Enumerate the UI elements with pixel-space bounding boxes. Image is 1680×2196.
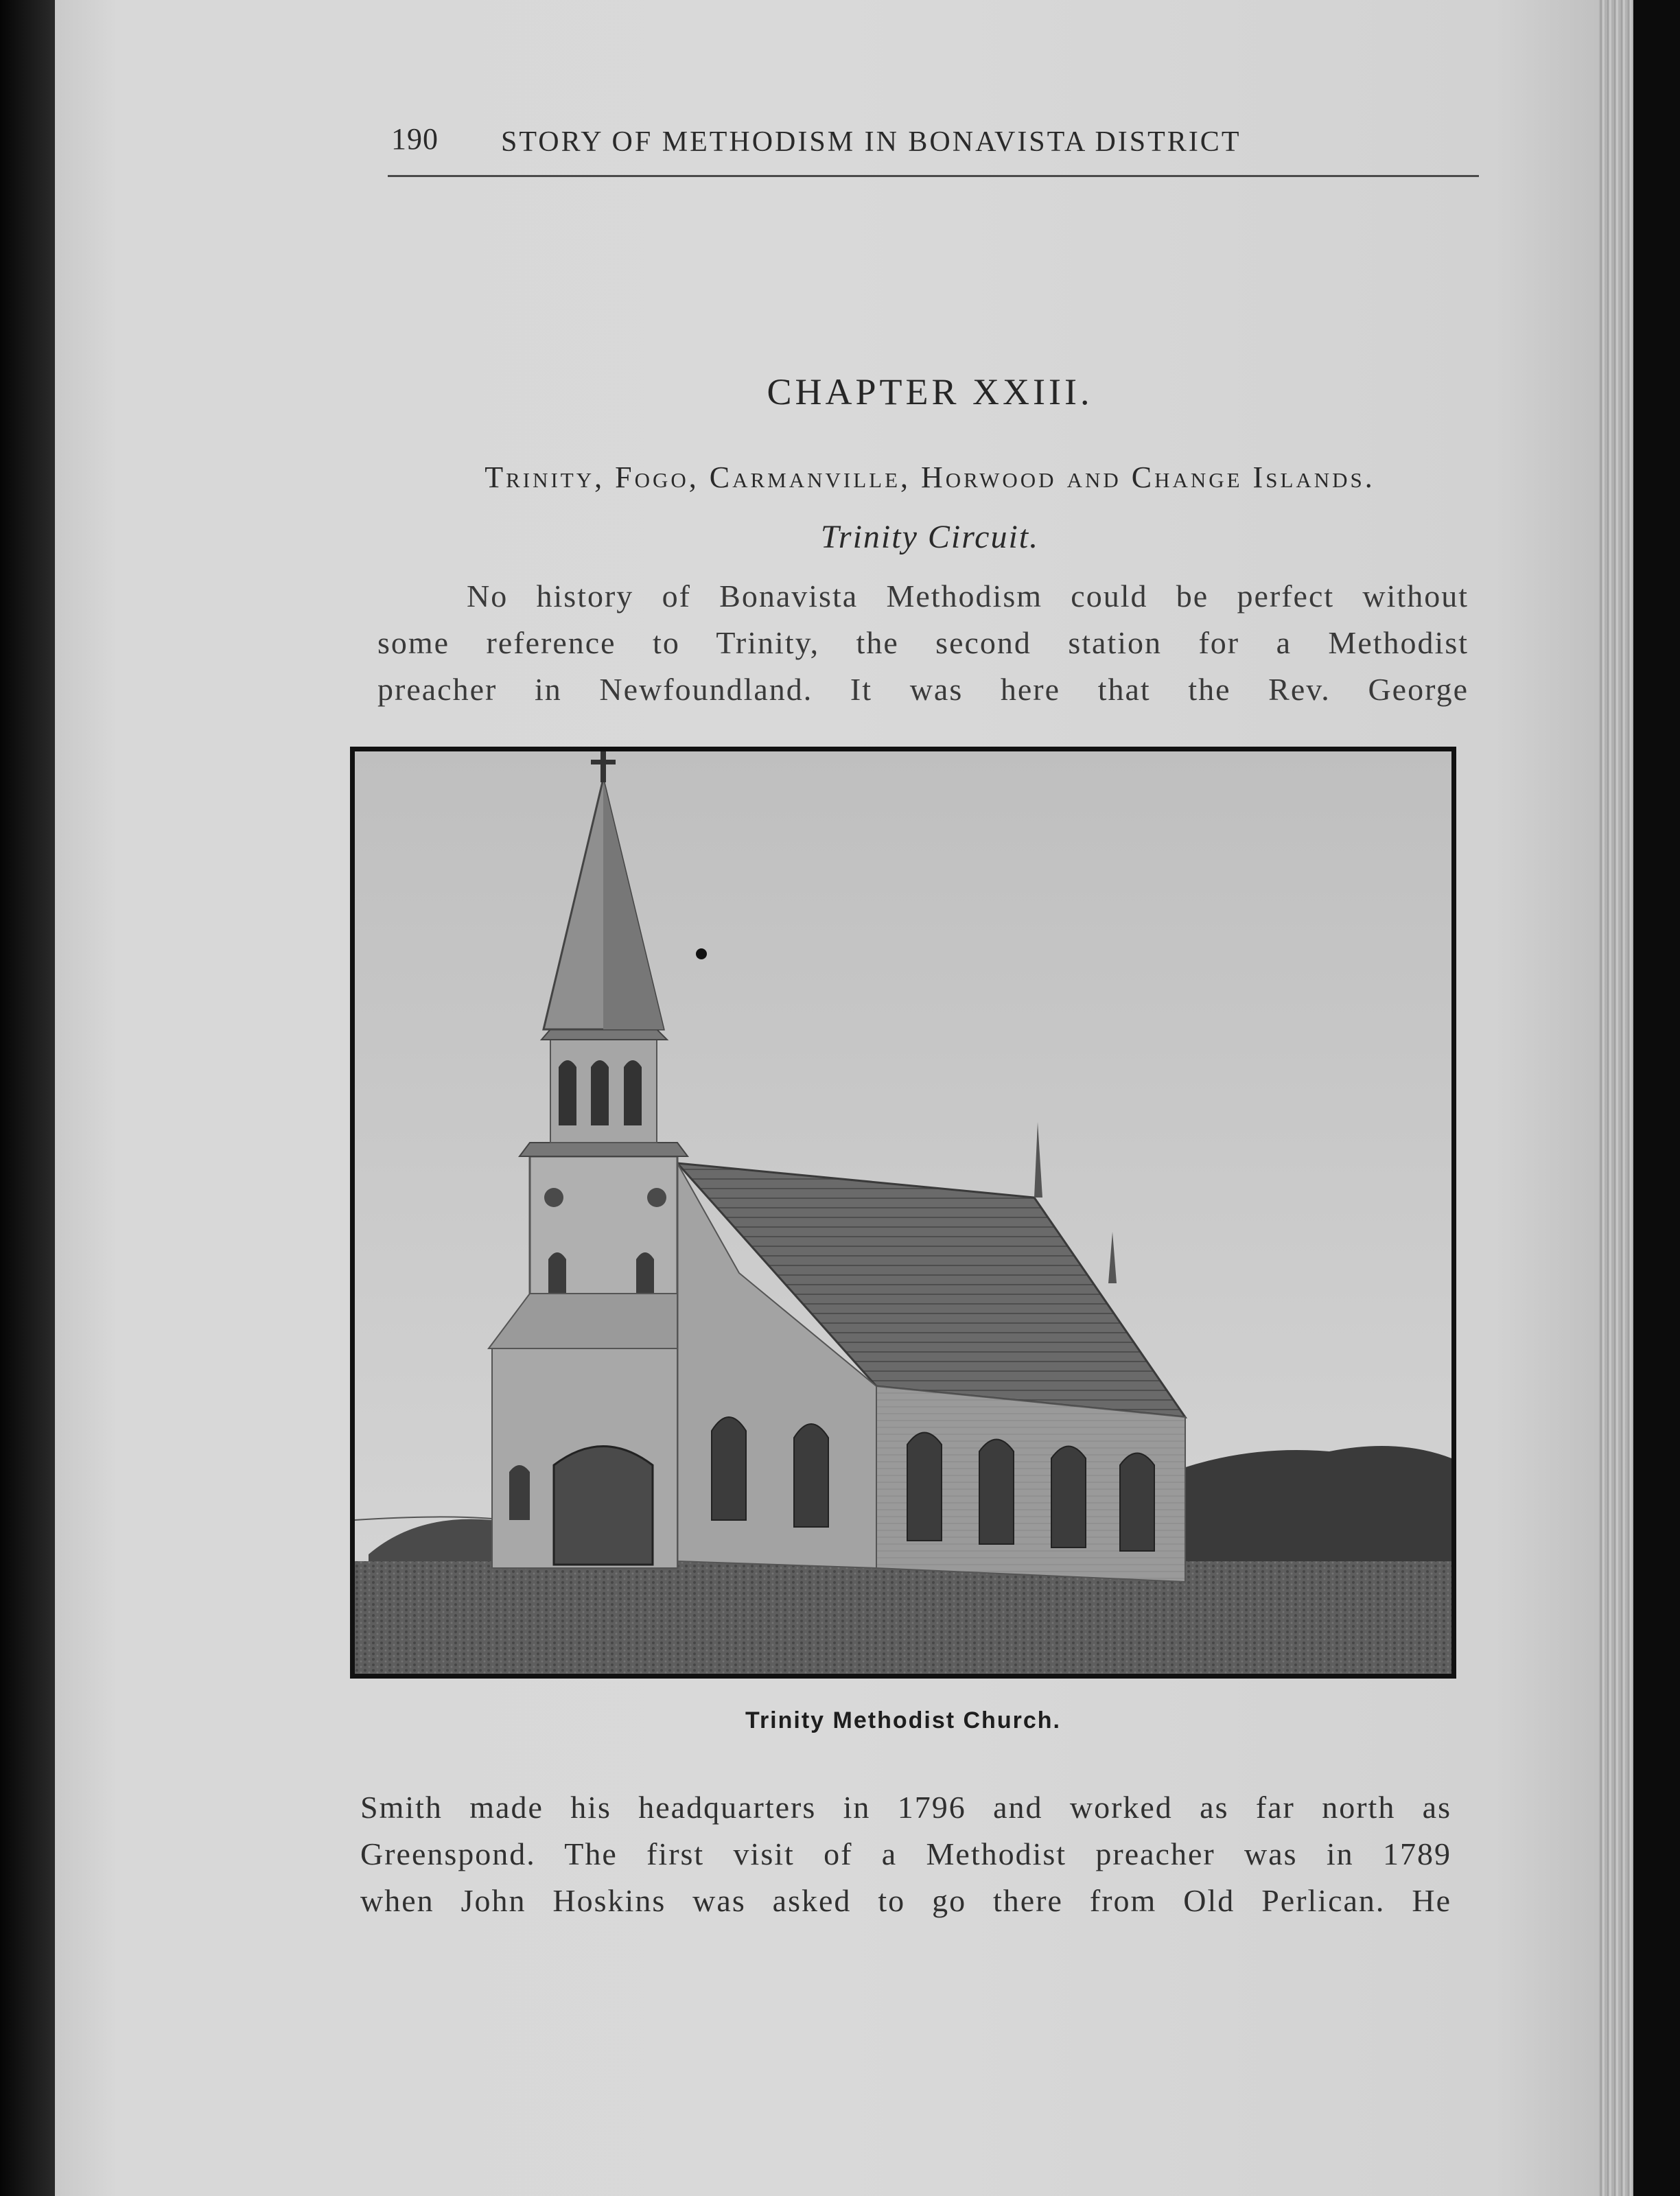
running-head — [384, 113, 1482, 161]
chapter-heading: CHAPTER XXIII. — [767, 371, 1093, 412]
page-number: 190 — [391, 122, 439, 156]
paragraph-2-line: Smith made his headquarters in 1796 and worked as far north as — [360, 1790, 1451, 1825]
paragraph-1-line: preacher in Newfoundland. It was here that the Rev. George — [377, 672, 1469, 707]
page-edges-stack — [1599, 0, 1633, 2196]
church-photograph — [350, 747, 1456, 1679]
section-title: Trinity Circuit. — [820, 519, 1040, 555]
paragraph-2-line: when John Hoskins was asked to go there from Old Perlican. He — [360, 1883, 1451, 1918]
paragraph-2 — [360, 1784, 1451, 1924]
running-head-title: STORY OF METHODISM IN BONAVISTA DISTRICT — [501, 126, 1241, 158]
church-illustration — [355, 751, 1451, 1674]
running-head-rule — [388, 175, 1479, 177]
chapter-subtitle: Trinity, Fogo, Carmanville, Horwood and Change Islands. — [485, 460, 1375, 494]
scan-right-margin — [1633, 0, 1680, 2196]
paragraph-2-line: Greenspond. The first visit of a Methodist preacher was in 1789 — [360, 1836, 1451, 1871]
paragraph-1-line: some reference to Trinity, the second station for a Methodist — [377, 625, 1469, 660]
figure-caption: Trinity Methodist Church. — [745, 1707, 1061, 1733]
paragraph-1 — [377, 573, 1469, 713]
paragraph-1-line: No history of Bonavista Methodism could be perfect without — [467, 579, 1469, 614]
scan-left-margin — [0, 0, 55, 2196]
